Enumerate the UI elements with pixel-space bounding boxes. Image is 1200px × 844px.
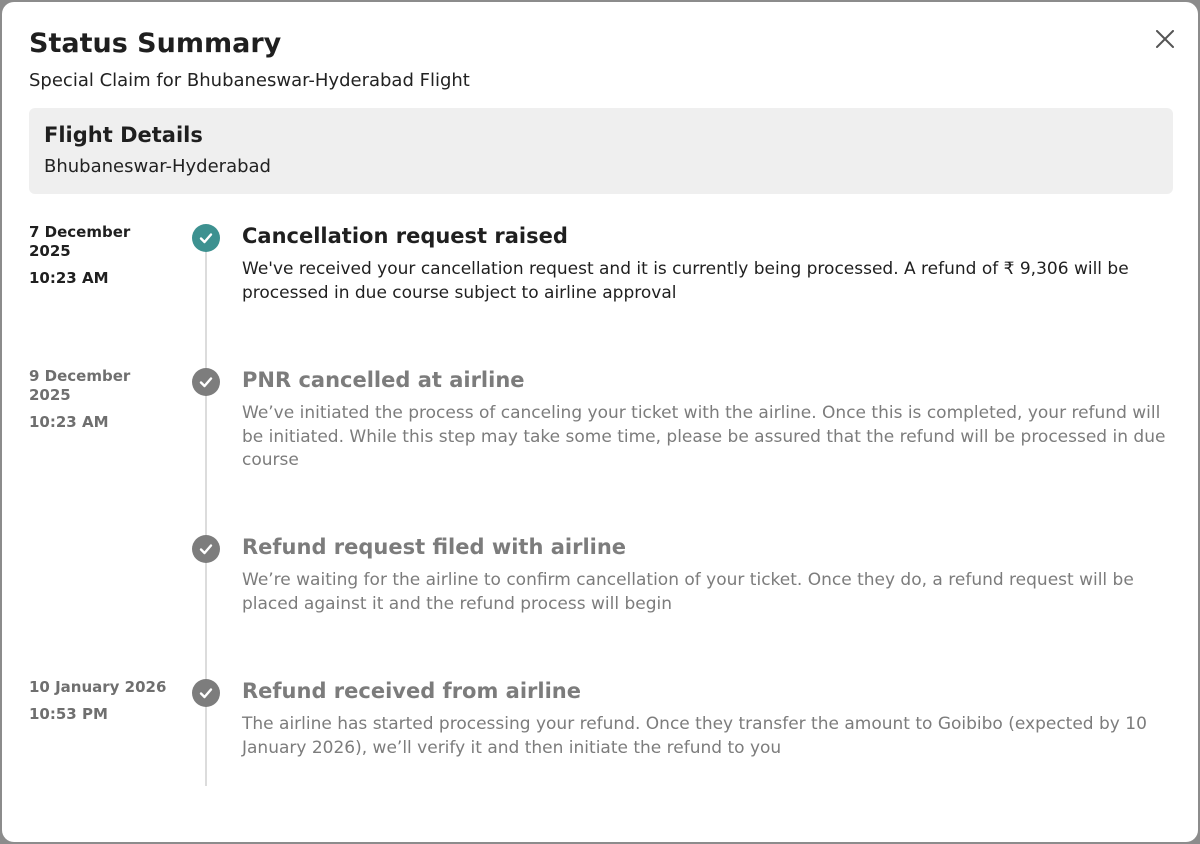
check-circle-icon (192, 679, 220, 707)
close-icon[interactable] (1152, 26, 1178, 52)
modal-subtitle: Special Claim for Bhubaneswar-Hyderabad Flight (29, 70, 470, 91)
step-date: 10 January 2026 (29, 678, 167, 696)
step-time: 10:53 PM (29, 705, 108, 723)
flight-details-card (29, 108, 1173, 194)
modal-title: Status Summary (29, 28, 282, 59)
step-description: We've received your cancellation request and it is currently being processed. A refund of ₹ 9,306 will be processed in due course subject to airline approval (242, 259, 1129, 303)
step-time: 10:23 AM (29, 413, 109, 431)
flight-details-heading: Flight Details (44, 123, 203, 147)
step-time: 10:23 AM (29, 269, 109, 287)
step-title: PNR cancelled at airline (242, 368, 525, 392)
check-circle-icon (192, 535, 220, 563)
check-circle-icon (192, 368, 220, 396)
step-title: Cancellation request raised (242, 224, 568, 248)
step-title: Refund received from airline (242, 679, 581, 703)
status-summary-modal (2, 2, 1198, 842)
step-description: We’re waiting for the airline to confirm cancellation of your ticket. Once they do, a refund request will be placed against it and the refund process will begin (242, 570, 1134, 614)
check-circle-icon (192, 224, 220, 252)
step-title: Refund request filed with airline (242, 535, 627, 559)
step-date: 9 December 2025 (29, 367, 131, 404)
step-description: The airline has started processing your refund. Once they transfer the amount to Goibibo (expected by 10 January 2026), we’ll verify it and then initiate the refund to you (242, 714, 1147, 758)
step-description: We’ve initiated the process of canceling your ticket with the airline. Once this is completed, your refund will be initiated. While this step may take some time, please be assured that the refund will be processed in due course (242, 403, 1166, 470)
step-date: 7 December 2025 (29, 223, 131, 260)
flight-route: Bhubaneswar-Hyderabad (44, 156, 271, 177)
